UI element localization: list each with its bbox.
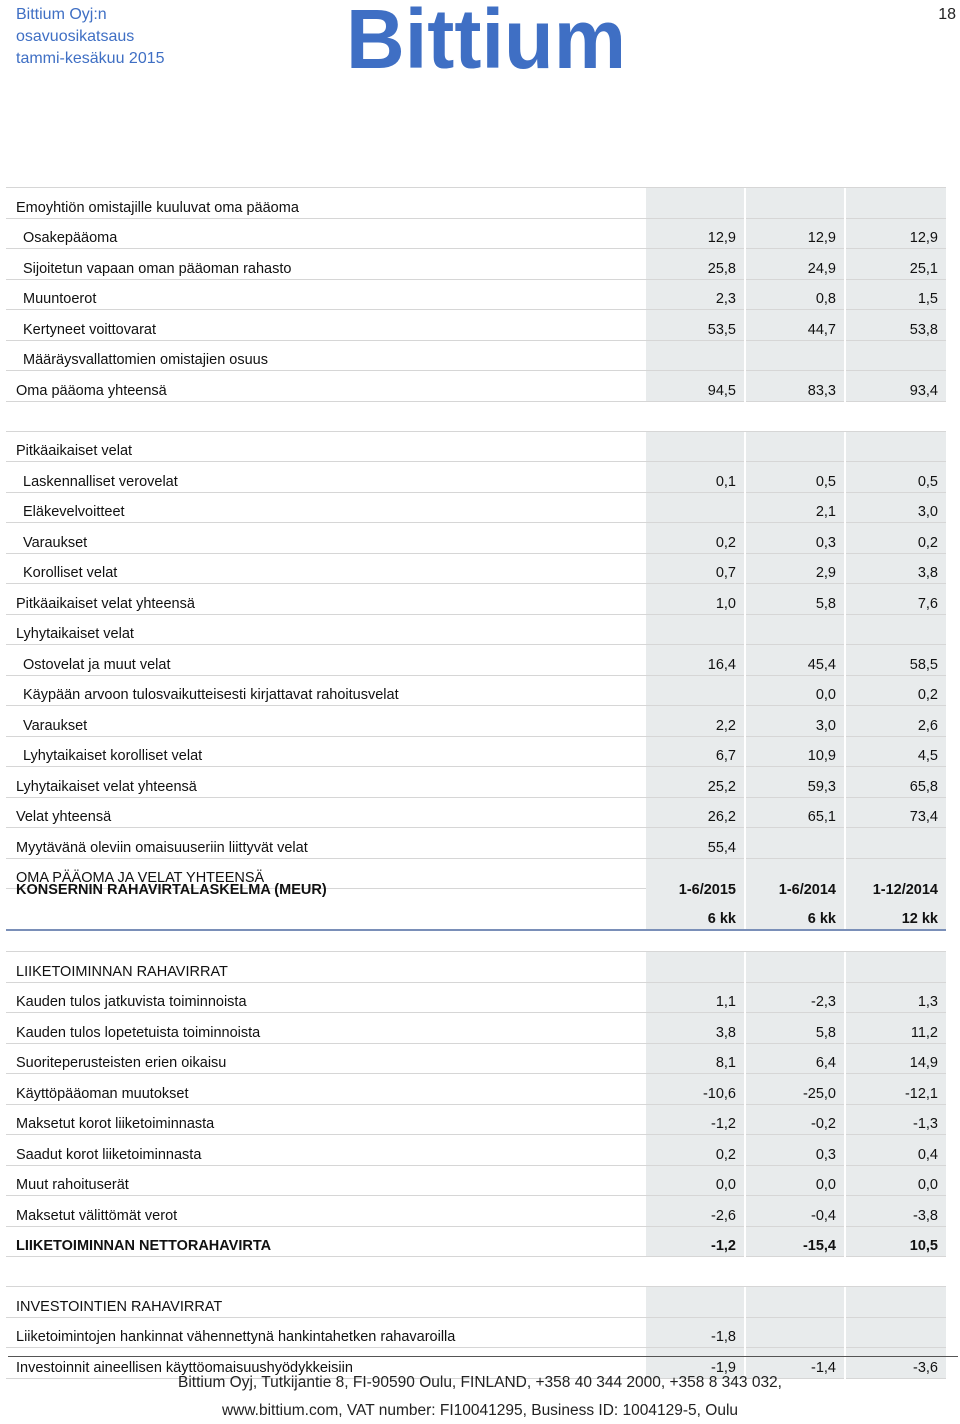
company-name: Bittium Oyj:n: [16, 6, 107, 23]
row-label: Saadut korot liiketoiminnasta: [6, 1135, 646, 1166]
value-cell: 83,3: [746, 371, 844, 402]
page-number: 18: [938, 6, 956, 23]
value-cell: 53,5: [646, 310, 744, 341]
value-cell: 0,2: [846, 675, 946, 706]
value-cell: -2,3: [746, 982, 844, 1013]
value-cell: -10,6: [646, 1074, 744, 1105]
value-cell: 0,5: [846, 462, 946, 493]
duration-2: 6 kk: [746, 900, 844, 931]
value-cell: 6,7: [646, 736, 744, 767]
row-label: Eläkevelvoitteet: [6, 492, 646, 523]
value-cell: 0,3: [746, 523, 844, 554]
value-cell: [646, 614, 744, 645]
value-cell: 55,4: [646, 828, 744, 859]
row-label: INVESTOINTIEN RAHAVIRRAT: [6, 1287, 646, 1318]
value-cell: [846, 1317, 946, 1348]
value-cell: 3,0: [846, 492, 946, 523]
report-name: osavuosikatsaus: [16, 28, 135, 45]
value-cell: -2,6: [646, 1196, 744, 1227]
cashflow-row: [6, 1104, 946, 1135]
value-cell: [646, 401, 744, 431]
footer-address: Bittium Oyj, Tutkijantie 8, FI-90590 Oulu, FINLAND, +358 40 344 2000, +358 8 343 032,: [177, 1374, 782, 1391]
value-cell: 7,6: [846, 584, 946, 615]
value-cell: [846, 340, 946, 371]
value-cell: 10,5: [846, 1226, 946, 1257]
value-cell: 4,5: [846, 736, 946, 767]
duration-3: 12 kk: [846, 900, 946, 931]
row-label: Osakepääoma: [6, 218, 646, 249]
row-label: Käyttöpääoman muutokset: [6, 1074, 646, 1105]
row-label: Muuntoerot: [6, 279, 646, 310]
cashflow-row: [6, 1257, 946, 1287]
report-period: tammi-kesäkuu 2015: [16, 50, 165, 67]
value-cell: -3,6: [846, 1348, 946, 1379]
value-cell: 3,8: [846, 553, 946, 584]
balance-row: [6, 431, 946, 462]
value-cell: 25,2: [646, 767, 744, 798]
duration-1: 6 kk: [646, 900, 744, 931]
value-cell: -1,9: [646, 1348, 744, 1379]
period-3: 1-12/2014: [846, 870, 946, 900]
balance-sheet-liabilities-table: [6, 187, 946, 889]
row-label: Pitkäaikaiset velat: [6, 431, 646, 462]
document-header: [16, 4, 165, 70]
value-cell: [746, 614, 844, 645]
value-cell: 1,5: [846, 279, 946, 310]
value-cell: [646, 340, 744, 371]
value-cell: 12,9: [646, 218, 744, 249]
value-cell: 2,6: [846, 706, 946, 737]
row-label: Oma pääoma yhteensä: [6, 371, 646, 402]
period-2: 1-6/2014: [746, 870, 844, 900]
logo-text: Bittium: [346, 2, 626, 72]
value-cell: 65,1: [746, 797, 844, 828]
row-label: Maksetut välittömät verot: [6, 1196, 646, 1227]
value-cell: -25,0: [746, 1074, 844, 1105]
row-label: [6, 1257, 646, 1287]
balance-row: [6, 614, 946, 645]
footer-registration: www.bittium.com, VAT number: FI10041295, Business ID: 1004129-5, Oulu: [221, 1402, 739, 1419]
value-cell: [746, 952, 844, 983]
row-label: Laskennalliset verovelat: [6, 462, 646, 493]
row-label: Varaukset: [6, 523, 646, 554]
balance-row: [6, 553, 946, 584]
value-cell: 2,3: [646, 279, 744, 310]
cashflow-row: [6, 1287, 946, 1318]
value-cell: -3,8: [846, 1196, 946, 1227]
cashflow-row: [6, 1196, 946, 1227]
value-cell: 1,1: [646, 982, 744, 1013]
row-label: [6, 401, 646, 431]
row-label: Korolliset velat: [6, 553, 646, 584]
value-cell: 5,8: [746, 584, 844, 615]
value-cell: 0,3: [746, 1135, 844, 1166]
value-cell: [646, 492, 744, 523]
value-cell: 14,9: [846, 1043, 946, 1074]
value-cell: [846, 188, 946, 219]
row-label: Sijoitetun vapaan oman pääoman rahasto: [6, 249, 646, 280]
value-cell: 0,2: [846, 523, 946, 554]
value-cell: 59,3: [746, 767, 844, 798]
row-label: Ostovelat ja muut velat: [6, 645, 646, 676]
row-label: Kauden tulos jatkuvista toiminnoista: [6, 982, 646, 1013]
value-cell: 0,0: [646, 1165, 744, 1196]
cashflow-row: [6, 1043, 946, 1074]
row-label: Varaukset: [6, 706, 646, 737]
value-cell: [846, 828, 946, 859]
value-cell: 0,2: [646, 1135, 744, 1166]
value-cell: [746, 1317, 844, 1348]
balance-row: [6, 188, 946, 219]
row-label: Pitkäaikaiset velat yhteensä: [6, 584, 646, 615]
cashflow-row: [6, 1074, 946, 1105]
value-cell: 25,8: [646, 249, 744, 280]
value-cell: -0,2: [746, 1104, 844, 1135]
cashflow-row: [6, 1013, 946, 1044]
balance-row: [6, 462, 946, 493]
row-label: Lyhytaikaiset korolliset velat: [6, 736, 646, 767]
value-cell: 2,9: [746, 553, 844, 584]
value-cell: [746, 188, 844, 219]
value-cell: 45,4: [746, 645, 844, 676]
value-cell: -12,1: [846, 1074, 946, 1105]
cashflow-row: [6, 1165, 946, 1196]
row-label: Kertyneet voittovarat: [6, 310, 646, 341]
value-cell: 44,7: [746, 310, 844, 341]
row-label: Lyhytaikaiset velat: [6, 614, 646, 645]
value-cell: 0,0: [846, 1165, 946, 1196]
balance-row: [6, 584, 946, 615]
row-label: LIIKETOIMINNAN RAHAVIRRAT: [6, 952, 646, 983]
balance-row: [6, 340, 946, 371]
value-cell: 26,2: [646, 797, 744, 828]
value-cell: 16,4: [646, 645, 744, 676]
value-cell: [846, 431, 946, 462]
cashflow-row: [6, 952, 946, 983]
value-cell: -1,4: [746, 1348, 844, 1379]
value-cell: 8,1: [646, 1043, 744, 1074]
balance-row: [6, 492, 946, 523]
row-label: Käypään arvoon tulosvaikutteisesti kirjattavat rahoitusvelat: [6, 675, 646, 706]
value-cell: -15,4: [746, 1226, 844, 1257]
period-1: 1-6/2015: [646, 870, 744, 900]
balance-row: [6, 249, 946, 280]
balance-row: [6, 767, 946, 798]
value-cell: 0,5: [746, 462, 844, 493]
value-cell: 10,9: [746, 736, 844, 767]
value-cell: 53,8: [846, 310, 946, 341]
row-label: Velat yhteensä: [6, 797, 646, 828]
footer-divider: [8, 1356, 958, 1357]
row-label: Lyhytaikaiset velat yhteensä: [6, 767, 646, 798]
value-cell: [846, 1287, 946, 1318]
balance-row: [6, 371, 946, 402]
balance-row: [6, 706, 946, 737]
value-cell: [746, 1287, 844, 1318]
row-label: Emoyhtiön omistajille kuuluvat oma pääoma: [6, 188, 646, 219]
value-cell: [646, 952, 744, 983]
cashflow-row: [6, 1135, 946, 1166]
balance-row: [6, 279, 946, 310]
row-label: LIIKETOIMINNAN NETTORAHAVIRTA: [6, 1226, 646, 1257]
value-cell: [746, 401, 844, 431]
value-cell: 94,5: [646, 371, 744, 402]
value-cell: [646, 1257, 744, 1287]
cashflow-row: [6, 1226, 946, 1257]
row-label: Maksetut korot liiketoiminnasta: [6, 1104, 646, 1135]
balance-row: [6, 797, 946, 828]
value-cell: [746, 828, 844, 859]
cashflow-table: [6, 951, 946, 1379]
value-cell: [746, 1257, 844, 1287]
bittium-logo: [346, 2, 628, 72]
row-label: Investoinnit aineellisen käyttöomaisuushyödykkeisiin: [6, 1348, 646, 1379]
value-cell: 2,2: [646, 706, 744, 737]
row-label: OMA PÄÄOMA JA VELAT YHTEENSÄ: [6, 858, 646, 889]
balance-row: [6, 310, 946, 341]
value-cell: 25,1: [846, 249, 946, 280]
cashflow-title: KONSERNIN RAHAVIRTALASKELMA (MEUR): [16, 881, 327, 898]
value-cell: 0,8: [746, 279, 844, 310]
value-cell: 5,8: [746, 1013, 844, 1044]
row-label: Myytävänä oleviin omaisuuseriin liittyvät velat: [6, 828, 646, 859]
value-cell: [846, 614, 946, 645]
value-cell: [646, 188, 744, 219]
value-cell: [846, 1257, 946, 1287]
row-label: Liiketoimintojen hankinnat vähennettynä hankintahetken rahavaroilla: [6, 1317, 646, 1348]
cashflow-header: [6, 870, 946, 931]
balance-row: [6, 736, 946, 767]
value-cell: 2,1: [746, 492, 844, 523]
value-cell: 0,0: [746, 1165, 844, 1196]
value-cell: 6,4: [746, 1043, 844, 1074]
balance-row: [6, 218, 946, 249]
value-cell: 12,9: [746, 218, 844, 249]
value-cell: -0,4: [746, 1196, 844, 1227]
balance-row: [6, 645, 946, 676]
value-cell: 1,0: [646, 584, 744, 615]
value-cell: 0,0: [746, 675, 844, 706]
row-label: Kauden tulos lopetetuista toiminnoista: [6, 1013, 646, 1044]
balance-row: [6, 523, 946, 554]
value-cell: -1,2: [646, 1226, 744, 1257]
balance-row: [6, 675, 946, 706]
balance-row: [6, 401, 946, 431]
value-cell: 0,2: [646, 523, 744, 554]
balance-row: [6, 828, 946, 859]
row-label: Määräysvallattomien omistajien osuus: [6, 340, 646, 371]
value-cell: 12,9: [846, 218, 946, 249]
value-cell: -1,2: [646, 1104, 744, 1135]
value-cell: 11,2: [846, 1013, 946, 1044]
value-cell: [846, 401, 946, 431]
value-cell: 0,4: [846, 1135, 946, 1166]
value-cell: 1,3: [846, 982, 946, 1013]
value-cell: -1,8: [646, 1317, 744, 1348]
row-label: Muut rahoituserät: [6, 1165, 646, 1196]
value-cell: 3,8: [646, 1013, 744, 1044]
value-cell: 3,0: [746, 706, 844, 737]
value-cell: [746, 340, 844, 371]
value-cell: 58,5: [846, 645, 946, 676]
value-cell: [646, 431, 744, 462]
row-label: Suoriteperusteisten erien oikaisu: [6, 1043, 646, 1074]
value-cell: [846, 952, 946, 983]
value-cell: 73,4: [846, 797, 946, 828]
value-cell: [646, 675, 744, 706]
value-cell: 0,7: [646, 553, 744, 584]
cashflow-row: [6, 982, 946, 1013]
value-cell: 24,9: [746, 249, 844, 280]
value-cell: -1,3: [846, 1104, 946, 1135]
cashflow-row: [6, 1317, 946, 1348]
value-cell: 0,1: [646, 462, 744, 493]
value-cell: [746, 431, 844, 462]
value-cell: 65,8: [846, 767, 946, 798]
value-cell: 93,4: [846, 371, 946, 402]
value-cell: [646, 1287, 744, 1318]
